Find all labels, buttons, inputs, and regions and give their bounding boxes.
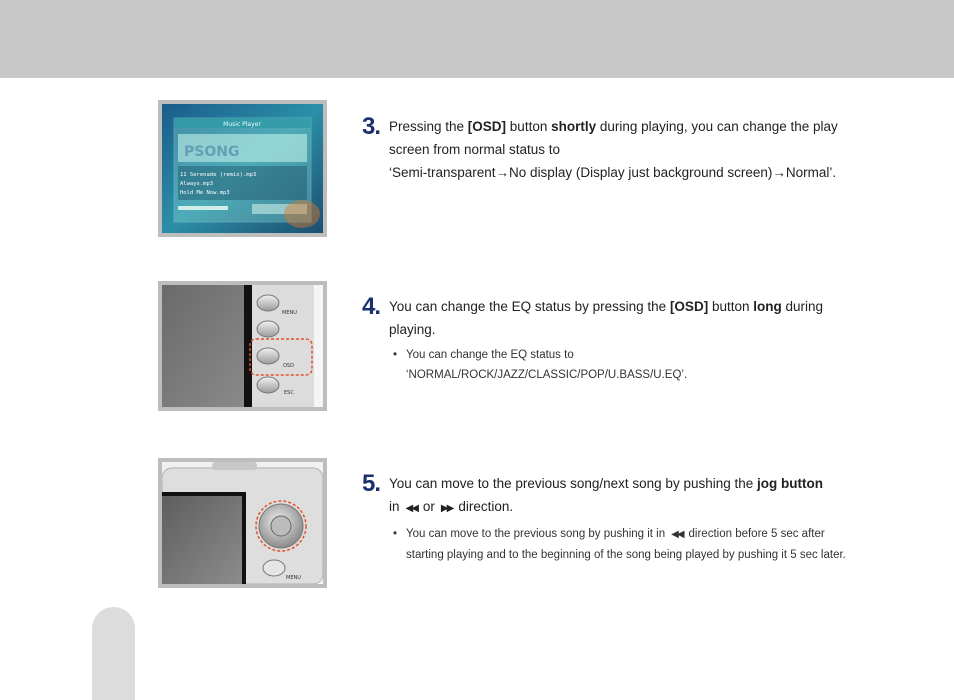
text-run: You can move to the previous song/next song by pushing the <box>389 476 758 491</box>
step-text <box>389 293 852 341</box>
fast-forward-icon: ▶▶ <box>440 503 453 514</box>
step-text <box>389 113 852 184</box>
text-run: button <box>708 299 754 314</box>
text-run: No display (Display just background screen) <box>509 165 773 180</box>
osd-key-text: [OSD] <box>467 119 507 134</box>
emphasis-text: long <box>753 299 782 314</box>
bullet-icon: • <box>393 349 398 361</box>
jog-button-illustration <box>162 462 323 584</box>
text-run: in <box>389 499 400 514</box>
step-number: 4. <box>362 293 381 320</box>
text-run: You can change the EQ status by pressing the <box>389 299 670 314</box>
side-buttons-illustration <box>162 285 323 407</box>
music-player-screenshot <box>158 100 327 237</box>
jog-menu-label: MENU <box>286 575 301 581</box>
osd-key-text: [OSD] <box>669 299 709 314</box>
music-player-illustration <box>162 104 323 233</box>
svg-text:PSONG: PSONG <box>184 144 240 160</box>
arrow-icon: → <box>772 165 786 180</box>
rewind-icon: ◀◀ <box>671 529 683 540</box>
text-run: or <box>422 499 435 514</box>
text-run: button <box>506 119 552 134</box>
jog-button-photo <box>158 458 327 588</box>
text-run: You can move to the previous song by pushing it in <box>406 528 666 540</box>
playlist-item: 11 Serenade (remix).mp3 <box>180 172 257 178</box>
text-run: direction. <box>458 499 514 514</box>
osd-button-label: OSD <box>283 363 294 369</box>
step-jog-button <box>362 470 852 565</box>
page-side-tab <box>92 607 135 700</box>
step-number: 3. <box>362 113 381 140</box>
step-number: 5. <box>362 470 381 497</box>
playlist-item: Always.mp3 <box>180 181 214 187</box>
emphasis-text: shortly <box>551 119 597 134</box>
text-run: during playing. <box>389 299 824 337</box>
bullet-icon: • <box>393 528 398 540</box>
text-run: Pressing the <box>389 119 468 134</box>
eq-modes-text: ‘NORMAL/ROCK/JAZZ/CLASSIC/POP/U.BASS/U.EQ’. <box>406 369 688 381</box>
text-run: ‘Semi-transparent <box>389 165 496 180</box>
step-osd-short <box>362 113 852 184</box>
text-run: direction before 5 sec after starting playing and to the beginning of the song being played by pushing it 5 sec later. <box>406 528 846 561</box>
step-osd-long <box>362 293 852 385</box>
playlist-item: Hold Me Now.mp3 <box>180 190 230 196</box>
bullet-note <box>389 524 852 565</box>
text-run: You can change the EQ status to <box>406 349 574 361</box>
emphasis-text: jog button <box>757 476 823 491</box>
text-run: Normal’. <box>785 165 837 180</box>
music-player-title: Music Player <box>223 121 261 128</box>
rewind-icon: ◀◀ <box>405 503 417 514</box>
text-run: during playing, you can change the play screen from normal status to <box>389 119 838 157</box>
esc-button-label: ESC <box>284 390 294 396</box>
step-text <box>389 470 852 520</box>
arrow-icon: → <box>495 165 510 180</box>
side-buttons-osd-photo <box>158 281 327 411</box>
bullet-note <box>389 345 852 385</box>
menu-button-label: MENU <box>282 310 297 316</box>
header-band <box>0 0 954 78</box>
